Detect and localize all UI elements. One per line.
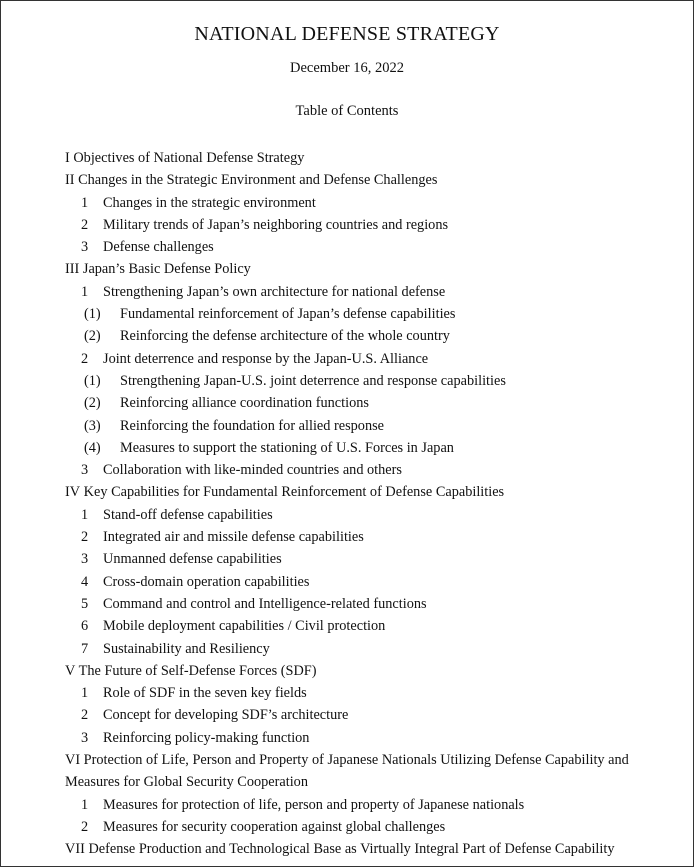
toc-entry-text: Defense challenges: [103, 239, 214, 256]
toc-entry-number: I: [65, 150, 70, 166]
toc-entry-number: 6: [81, 618, 89, 635]
toc-entry: [65, 526, 665, 548]
toc-entry-number: 2: [81, 818, 89, 835]
toc-entry: [65, 236, 665, 258]
toc-entry: [65, 593, 665, 615]
toc-entry-number: 2: [81, 216, 89, 233]
toc-entry: [65, 548, 665, 570]
toc-entry: [65, 303, 665, 325]
toc-entry-number: 3: [81, 239, 89, 256]
toc-entry: [65, 838, 665, 860]
toc-entry-text: Military trends of Japan’s neighboring countries and regions: [103, 216, 449, 233]
toc-entry-text: Key Capabilities for Fundamental Reinforcement of Defense Capabilities: [83, 484, 505, 501]
document-date: December 16, 2022: [290, 60, 404, 76]
toc-entry-text: Protection of Life, Person and Property of Japanese Nationals Utilizing Defense Capability and Measures for Global Security Cooperation: [65, 752, 629, 791]
toc-entry: [65, 794, 665, 816]
table-of-contents: [65, 147, 665, 861]
toc-entry-text: The Future of Self-Defense Forces (SDF): [78, 662, 317, 679]
toc-entry-number: 2: [81, 707, 89, 724]
toc-entry-number: II: [65, 172, 75, 189]
toc-entry-text: Changes in the strategic environment: [103, 194, 316, 211]
toc-entry-text: Measures for security cooperation against global challenges: [103, 818, 446, 835]
toc-entry: [65, 704, 665, 726]
toc-entry-text: Japan’s Basic Defense Policy: [82, 261, 251, 278]
toc-entry: [65, 348, 665, 370]
toc-entry-number: 7: [81, 640, 89, 657]
toc-entry-number: 1: [81, 796, 89, 813]
toc-entry-text: Command and control and Intelligence-related functions: [103, 595, 427, 612]
toc-entry-text: Integrated air and missile defense capabilities: [103, 529, 364, 546]
toc-entry: [65, 325, 665, 347]
toc-entry: [65, 370, 665, 392]
toc-entry-number: (2): [84, 328, 101, 345]
toc-entry-text: Reinforcing the defense architecture of the whole country: [120, 328, 450, 345]
toc-entry-number: 3: [81, 551, 89, 568]
toc-entry-text: Measures for protection of life, person and property of Japanese nationals: [103, 796, 525, 813]
toc-entry: [65, 169, 665, 191]
toc-entry-text: Defense Production and Technological Base as Virtually Integral Part of Defense Capability: [88, 841, 615, 858]
toc-entry-text: Strengthening Japan-U.S. joint deterrence and response capabilities: [120, 372, 506, 389]
toc-entry-text: Sustainability and Resiliency: [103, 640, 270, 657]
toc-entry-text: Unmanned defense capabilities: [103, 551, 282, 568]
toc-entry-number: VI: [65, 752, 81, 769]
toc-entry-text: Mobile deployment capabilities / Civil protection: [103, 618, 386, 635]
toc-entry: [65, 214, 665, 236]
toc-entry-number: 3: [81, 729, 89, 746]
toc-entry: [65, 504, 665, 526]
toc-entry-text: Reinforcing policy-making function: [103, 729, 310, 746]
toc-entry-text: Concept for developing SDF’s architecture: [103, 707, 349, 724]
toc-entry: [65, 749, 665, 794]
toc-entry-number: 2: [81, 350, 89, 367]
toc-entry-number: 2: [81, 529, 89, 546]
toc-entry: [65, 660, 665, 682]
toc-entry-number: V: [65, 662, 76, 679]
toc-entry: [65, 415, 665, 437]
toc-entry-text: Stand-off defense capabilities: [103, 506, 273, 523]
toc-entry-text: Changes in the Strategic Environment and Defense Challenges: [78, 172, 438, 189]
toc-entry: [65, 437, 665, 459]
toc-entry: [65, 258, 665, 280]
toc-entry: [65, 459, 665, 481]
toc-entry: [65, 571, 665, 593]
toc-entry-text: Cross-domain operation capabilities: [103, 573, 310, 590]
toc-entry-text: Reinforcing alliance coordination functions: [120, 395, 369, 412]
toc-entry: [65, 192, 665, 214]
toc-entry-text: Joint deterrence and response by the Japan-U.S. Alliance: [103, 350, 429, 367]
toc-entry-text: Objectives of National Defense Strategy: [73, 150, 305, 166]
toc-entry-number: (1): [84, 372, 101, 389]
toc-entry: [65, 727, 665, 749]
toc-entry-text: Collaboration with like-minded countries and others: [103, 462, 402, 479]
toc-entry: [65, 147, 665, 169]
toc-entry-number: 1: [81, 194, 89, 211]
toc-entry-number: 1: [81, 283, 89, 300]
toc-entry-number: (4): [84, 439, 101, 456]
toc-entry-number: IV: [65, 484, 81, 501]
toc-entry-number: 3: [81, 462, 89, 479]
toc-entry: [65, 682, 665, 704]
toc-entry-number: (2): [84, 395, 101, 412]
document-title: NATIONAL DEFENSE STRATEGY: [194, 23, 500, 45]
toc-entry-number: 5: [81, 595, 89, 612]
toc-entry: [65, 615, 665, 637]
toc-entry-number: (3): [84, 417, 101, 434]
toc-entry: [65, 392, 665, 414]
toc-entry-text: Fundamental reinforcement of Japan’s defense capabilities: [120, 306, 456, 323]
toc-entry-number: III: [65, 261, 80, 278]
toc-entry-text: Role of SDF in the seven key fields: [103, 685, 307, 702]
toc-entry: [65, 816, 665, 838]
toc-heading: Table of Contents: [295, 103, 399, 119]
toc-entry-text: Reinforcing the foundation for allied response: [120, 417, 385, 434]
toc-entry-text: Measures to support the stationing of U.S. Forces in Japan: [120, 439, 454, 456]
toc-entry: [65, 638, 665, 660]
toc-entry: [65, 281, 665, 303]
toc-entry-text: Strengthening Japan’s own architecture for national defense: [103, 283, 446, 300]
toc-entry-number: 1: [81, 685, 89, 702]
toc-entry-number: (1): [84, 306, 101, 323]
toc-entry: [65, 481, 665, 503]
toc-entry-number: VII: [65, 841, 85, 858]
toc-entry-number: 1: [81, 506, 89, 523]
toc-entry-number: 4: [81, 573, 89, 590]
